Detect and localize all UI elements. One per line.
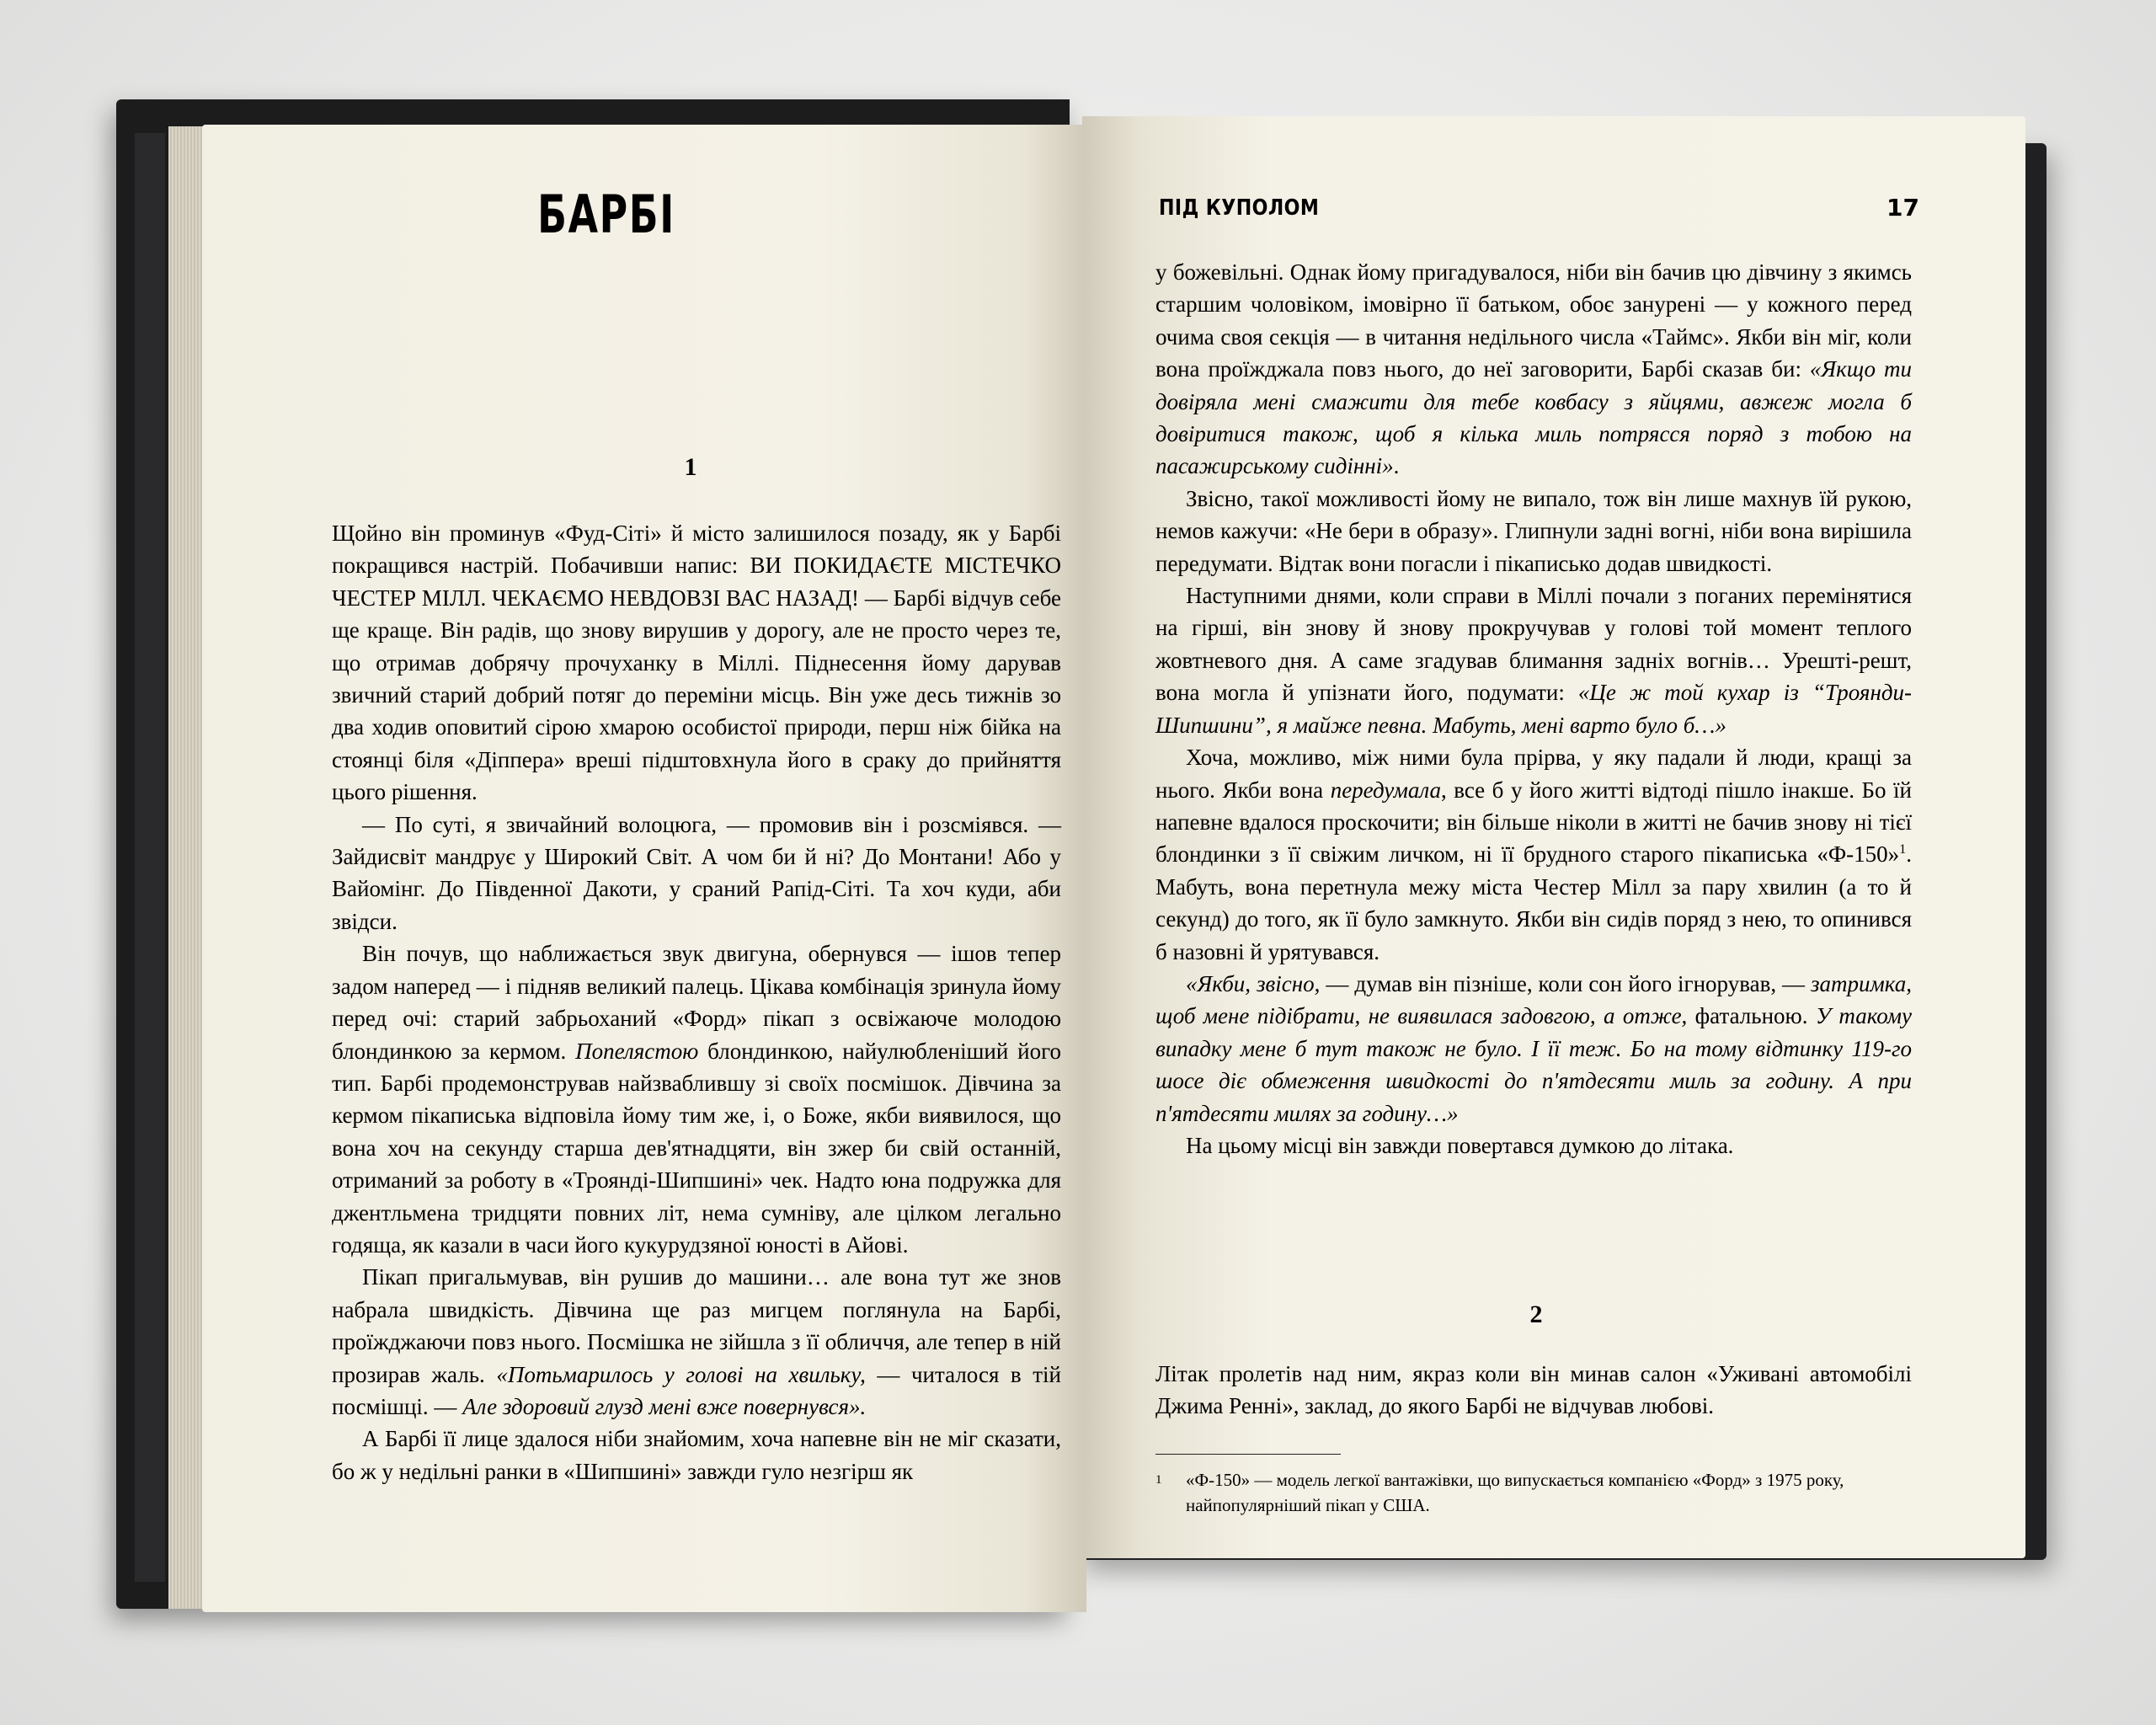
left-page-body (332, 517, 1061, 1487)
text-run: фатальною. (1687, 1003, 1816, 1029)
italic-run: Попелястою (575, 1038, 699, 1064)
paragraph (1155, 579, 1912, 741)
text-run: . (1393, 453, 1400, 479)
paragraph: Щойно він проминув «Фуд-Сіті» й місто залишилося позаду, як у Барбі покращився настрій. Побачивши напис: ВИ ПОКИДАЄТЕ МІСТЕЧКО ЧЕСТЕР МІЛЛ. ЧЕКАЄМО НЕВДОВЗІ ВАС НАЗАД! — Барбі відчув себе ще краще. Він радів, що знову вирушив у дорогу, але не просто через те, що отримав добрячу прочуханку в Міллі. Піднесення йому дарував звичний старий добрий потяг до переміни місць. Він уже десь тижнів зо два ходив оповитий сірою хмарою особистої природи, перш ніж бійка на стоянці біля «Діппера» вреші підштовхнула його в сраку до прийняття цього рішення. (332, 521, 1061, 805)
paragraph: А Барбі її лице здалося ніби знайомим, хоча напевне він не міг сказати, бо ж у недільні ранки в «Шипшині» завжди гуло незгірш як (332, 1426, 1061, 1484)
paragraph: Звісно, такої можливості йому не випало, тож він лише махнув їй рукою, немов кажучи: «Не бери в образу». Глипнули задні вогні, ніби вона вирішила передумати. Відтак вони погасли і пікаписько додав швидкості. (1155, 485, 1912, 576)
text-run: Пікап пригальмував, він рушив до машини… але вона тут же знов набрала швидкість. Дівчина ще раз мигцем поглянула на Барбі, проїжджаючи повз нього. Посмішка не зійшла з її обличчя, але тепер в ній прозирав жаль. (332, 1264, 1061, 1387)
right-page-body-2 (1155, 1358, 1912, 1423)
section-number-2: 2 (1529, 1300, 1543, 1328)
paragraph: — По суті, я звичайний волоцюга, — промовив він і розсміявся. — Зайдисвіт мандрує у Широкий Світ. А чом би й ні? До Монтани! Або у Вайомінг. До Південної Дакоти, у сраний Рапід-Сіті. Та хоч куди, аби звідси. (332, 811, 1061, 934)
paragraph (1155, 741, 1912, 968)
paragraph (332, 1261, 1061, 1423)
italic-run: «Якщо ти довіряла мені смажити для тебе ковбасу з яйцями, авжеж могла б довіритися також, щоб я кілька миль потрясся поряд з тобою на пасажирському сидінні» (1155, 356, 1912, 479)
paragraph (1155, 256, 1912, 483)
text-run: Хоча, можливо, між ними була прірва, у яку падали й люди, кращі за нього. Якби вона (1155, 745, 1912, 803)
footnote-marker: 1 (1155, 1473, 1162, 1487)
right-page-body (1155, 256, 1912, 1162)
running-head: ПІД КУПОЛОМ (1159, 195, 1320, 221)
paragraph (332, 937, 1061, 1261)
italic-run: «Це ж той кухар із “Троянди-Шипшини”, я майже певна. Мабуть, мені варто було б…» (1155, 680, 1912, 738)
text-run: Він почув, що наближається звук двигуна, обернувся — ішов тепер задом наперед — і підняв великий палець. Цікава комбінація зринула йому перед очі: старий забрьоханий «Форд» пікап з освіжаюче молодою блондинкою за кермом. (332, 941, 1061, 1064)
text-run: блондинкою, найулюбленіший його тип. Барбі продемонстрував найзваблившу зі своїх посмішок. Дівчина за кермом пікаписька відповіла йому тим же, і, о Боже, якби виявилося, що вона хоч на секунду старша дев'ятнадцяти, він зжер би свій останній, отриманий за роботу в «Трояндi-Шипшині» чек. Надто юна подружка для джентльмена тридцяти повних літ, нема сумніву, але цілком легально годяща, як казали в часи його кукурудзяної юності в Айові. (332, 1038, 1061, 1258)
italic-run: затримка, щоб мене підібрати, не виявилася задовгою, а отже, (1155, 970, 1912, 1029)
footnote (1155, 1467, 1913, 1518)
italic-run: «Потьмарилось у голові на хвильку, (496, 1361, 866, 1387)
italic-run: передумала (1330, 777, 1441, 803)
paragraph: На цьому місці він завжди повертався думкою до літака. (1186, 1132, 1734, 1158)
footnote-rule (1155, 1454, 1341, 1455)
italic-run: «Якби, звісно, (1186, 970, 1321, 996)
section-number-1: 1 (684, 453, 697, 481)
page-number: 17 (1886, 194, 1919, 222)
italic-run: Але здоровий глузд мені вже повернувся». (462, 1393, 867, 1419)
text-run: — читалося в тій посмішці. — (332, 1361, 1061, 1419)
text-run: у божевільні. Однак йому пригадувалося, ніби він бачив цю дівчину з якимсь старшим чоловіком, імовірно її батьком, обоє занурені — у кожного перед очима своя секція — в читання недільного числа «Таймс». Якби він міг, коли вона проїжджала повз нього, до неї заговорити, Барбі сказав би: (1155, 259, 1912, 382)
text-run: Наступними днями, коли справи в Міллі почали з поганих перемінятися на гірші, він знову й знову прокручував у голові той момент теплого жовтневого дня. А саме згадував блимання задніх вогнів… Урешті-решт, вона могла й упізнати його, подумати: (1155, 583, 1912, 706)
footnote-text: «Ф-150» — модель легкої вантажівки, що випускається компанією «Форд» з 1975 року, найпопулярніший пікап у США. (1186, 1470, 1844, 1515)
paragraph (1155, 968, 1912, 1130)
italic-run: У такому випадку мене б тут також не було. І її теж. Бо на тому відтинку 119-го шосе діє обмеження швидкості до п'ятдесяти миль за годину. А при п'ятдесяти милях за годину…» (1155, 1003, 1912, 1126)
footnote-ref: 1 (1899, 841, 1907, 857)
text-run: , все б у його житті відтоді пішло інакше. Бо їй напевне вдалося проскочити; він більше ніколи в житті не бачив знову ні тієї блондинки з її свіжим личком, ні її брудного старого пікаписька «Ф-150» (1155, 777, 1912, 868)
paragraph: Літак пролетів над ним, якраз коли він минав салон «Уживані автомобілі Джима Ренні», заклад, до якого Барбі не відчував любові. (1155, 1361, 1912, 1419)
text-run: — думав він пізніше, коли сон його ігнорував, — (1320, 970, 1812, 996)
text-run: . Мабуть, вона перетнула межу міста Честер Мілл за пару хвилин (а то й секунд) до того, як її було замкнуто. Якби він сидів поряд з нею, то опинився б назовні й урятувався. (1155, 841, 1912, 964)
chapter-title: БАРБІ (537, 184, 675, 245)
